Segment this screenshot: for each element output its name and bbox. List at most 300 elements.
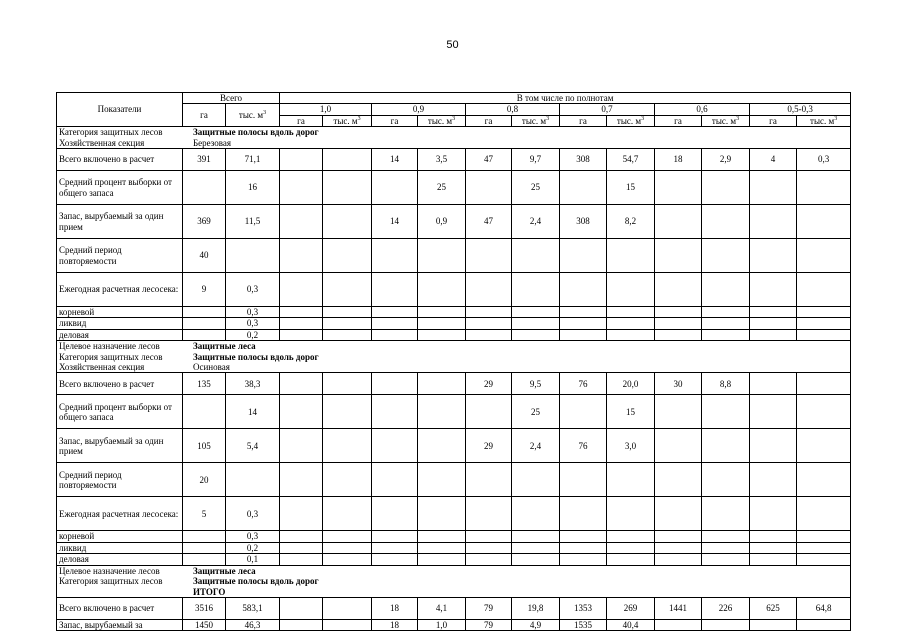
value-cell: 25 bbox=[418, 171, 466, 205]
value-cell bbox=[512, 329, 560, 340]
value-cell bbox=[418, 463, 466, 497]
header-m3: тыс. $м^3$ bbox=[797, 115, 851, 126]
value-cell bbox=[750, 329, 797, 340]
header-ha: га bbox=[466, 115, 512, 126]
value-cell bbox=[512, 307, 560, 318]
value-cell bbox=[750, 554, 797, 565]
section-label-line bbox=[59, 576, 848, 586]
section-label-value: ИТОГО bbox=[193, 586, 226, 597]
value-cell bbox=[607, 554, 655, 565]
value-cell bbox=[560, 542, 607, 553]
value-cell bbox=[372, 171, 418, 205]
value-cell bbox=[607, 273, 655, 307]
value-cell bbox=[797, 497, 851, 531]
value-cell: 0,3 bbox=[226, 307, 280, 318]
section-label-line bbox=[59, 127, 848, 137]
value-cell: 29 bbox=[466, 373, 512, 395]
value-cell bbox=[607, 463, 655, 497]
value-cell bbox=[323, 619, 372, 630]
value-cell bbox=[323, 373, 372, 395]
value-cell: 0,3 bbox=[226, 318, 280, 329]
value-cell: 3,5 bbox=[418, 149, 466, 171]
value-cell: 308 bbox=[560, 149, 607, 171]
value-cell bbox=[372, 329, 418, 340]
section-label-line bbox=[59, 352, 848, 362]
value-cell bbox=[607, 497, 655, 531]
value-cell bbox=[323, 318, 372, 329]
value-cell bbox=[512, 318, 560, 329]
value-cell bbox=[323, 463, 372, 497]
value-cell bbox=[607, 531, 655, 542]
value-cell: 5,4 bbox=[226, 429, 280, 463]
value-cell bbox=[797, 373, 851, 395]
table-row bbox=[57, 429, 851, 463]
value-cell bbox=[372, 429, 418, 463]
section-label-key: Целевое назначение лесов bbox=[59, 341, 160, 352]
header-m3: тыс. $м^3$ bbox=[512, 115, 560, 126]
value-cell bbox=[418, 239, 466, 273]
value-cell: 64,8 bbox=[797, 597, 851, 619]
row-label: Всего включено в расчет bbox=[57, 373, 183, 395]
value-cell: 8,2 bbox=[607, 205, 655, 239]
value-cell: 1353 bbox=[560, 597, 607, 619]
table-row bbox=[57, 205, 851, 239]
value-cell bbox=[750, 463, 797, 497]
value-cell: 38,3 bbox=[226, 373, 280, 395]
value-cell bbox=[750, 273, 797, 307]
row-label: Запас, вырубаемый за bbox=[57, 619, 183, 630]
value-cell bbox=[702, 239, 750, 273]
header-density: 0,8 bbox=[466, 104, 560, 115]
row-label: Всего включено в расчет bbox=[57, 597, 183, 619]
header-ha: га bbox=[655, 115, 702, 126]
value-cell bbox=[750, 619, 797, 630]
value-cell bbox=[323, 239, 372, 273]
value-cell: 71,1 bbox=[226, 149, 280, 171]
row-label: деловая bbox=[57, 329, 183, 340]
row-label: ликвид bbox=[57, 542, 183, 553]
value-cell bbox=[226, 463, 280, 497]
value-cell bbox=[466, 542, 512, 553]
section-label-value: Осиновая bbox=[193, 362, 230, 373]
table-row bbox=[57, 497, 851, 531]
value-cell: 0,3 bbox=[797, 149, 851, 171]
value-cell: 2,4 bbox=[512, 429, 560, 463]
value-cell bbox=[183, 307, 226, 318]
header-indicator: Показатели bbox=[57, 93, 183, 127]
value-cell bbox=[797, 395, 851, 429]
header-total-ha: га bbox=[183, 104, 226, 127]
value-cell: 14 bbox=[372, 205, 418, 239]
value-cell bbox=[750, 171, 797, 205]
value-cell bbox=[372, 307, 418, 318]
table-row bbox=[57, 554, 851, 565]
value-cell: 0,3 bbox=[226, 531, 280, 542]
value-cell bbox=[560, 307, 607, 318]
value-cell: 308 bbox=[560, 205, 607, 239]
value-cell bbox=[655, 542, 702, 553]
value-cell bbox=[418, 531, 466, 542]
section-label-line bbox=[59, 362, 848, 372]
value-cell bbox=[560, 531, 607, 542]
header-total-m3: тыс. $м^3$ bbox=[226, 104, 280, 127]
header-density: 0,7 bbox=[560, 104, 655, 115]
value-cell: 0,1 bbox=[226, 554, 280, 565]
row-label: Всего включено в расчет bbox=[57, 149, 183, 171]
section-label-value: Защитные леса bbox=[193, 341, 256, 352]
header-m3: тыс. $м^3$ bbox=[323, 115, 372, 126]
value-cell bbox=[750, 239, 797, 273]
section-header-row bbox=[57, 127, 851, 149]
value-cell: 3,0 bbox=[607, 429, 655, 463]
value-cell: 1,0 bbox=[418, 619, 466, 630]
value-cell: 0,3 bbox=[226, 273, 280, 307]
value-cell bbox=[466, 531, 512, 542]
section-header bbox=[57, 341, 851, 373]
value-cell: 14 bbox=[226, 395, 280, 429]
value-cell bbox=[323, 429, 372, 463]
section-label-line bbox=[59, 587, 848, 597]
value-cell bbox=[702, 531, 750, 542]
value-cell: 0,2 bbox=[226, 542, 280, 553]
value-cell bbox=[655, 171, 702, 205]
value-cell: 20 bbox=[183, 463, 226, 497]
value-cell bbox=[797, 619, 851, 630]
section-label-key: Категория защитных лесов bbox=[59, 576, 163, 587]
value-cell bbox=[655, 463, 702, 497]
value-cell bbox=[466, 171, 512, 205]
value-cell bbox=[372, 497, 418, 531]
value-cell: 1535 bbox=[560, 619, 607, 630]
header-ha: га bbox=[280, 115, 323, 126]
value-cell bbox=[280, 597, 323, 619]
value-cell bbox=[280, 429, 323, 463]
value-cell bbox=[750, 307, 797, 318]
section-label-line bbox=[59, 566, 848, 576]
header-total: Всего bbox=[183, 93, 280, 104]
value-cell bbox=[466, 273, 512, 307]
table-row bbox=[57, 171, 851, 205]
row-label: Средний период повторяемости bbox=[57, 463, 183, 497]
section-label-key: Целевое назначение лесов bbox=[59, 565, 160, 576]
table-row bbox=[57, 463, 851, 497]
value-cell bbox=[372, 239, 418, 273]
value-cell bbox=[750, 429, 797, 463]
value-cell bbox=[655, 619, 702, 630]
row-label: корневой bbox=[57, 531, 183, 542]
value-cell: 25 bbox=[512, 395, 560, 429]
table-row bbox=[57, 542, 851, 553]
section-header-row bbox=[57, 341, 851, 373]
table-row bbox=[57, 318, 851, 329]
value-cell: 76 bbox=[560, 373, 607, 395]
value-cell bbox=[466, 554, 512, 565]
value-cell: 226 bbox=[702, 597, 750, 619]
value-cell bbox=[797, 463, 851, 497]
value-cell bbox=[372, 273, 418, 307]
section-header bbox=[57, 127, 851, 149]
value-cell bbox=[372, 373, 418, 395]
value-cell bbox=[750, 395, 797, 429]
section-label-value: Березовая bbox=[193, 137, 232, 148]
section-label-key: Категория защитных лесов bbox=[59, 127, 163, 138]
value-cell bbox=[372, 463, 418, 497]
value-cell bbox=[418, 395, 466, 429]
table-row bbox=[57, 619, 851, 630]
header-m3: тыс. $м^3$ bbox=[418, 115, 466, 126]
value-cell bbox=[372, 554, 418, 565]
value-cell: 625 bbox=[750, 597, 797, 619]
value-cell bbox=[280, 554, 323, 565]
value-cell bbox=[418, 318, 466, 329]
value-cell bbox=[466, 318, 512, 329]
header-m3: тыс. $м^3$ bbox=[607, 115, 655, 126]
value-cell bbox=[797, 531, 851, 542]
value-cell: 14 bbox=[372, 149, 418, 171]
value-cell bbox=[280, 463, 323, 497]
value-cell: 30 bbox=[655, 373, 702, 395]
value-cell: 1450 bbox=[183, 619, 226, 630]
table-row bbox=[57, 149, 851, 171]
row-label: Средний процент выборки от общего запаса bbox=[57, 395, 183, 429]
value-cell: 18 bbox=[372, 597, 418, 619]
value-cell: 47 bbox=[466, 205, 512, 239]
value-cell bbox=[797, 239, 851, 273]
section-label-value: Защитные полосы вдоль дорог bbox=[193, 127, 319, 138]
section-label-line bbox=[59, 341, 848, 351]
value-cell bbox=[797, 205, 851, 239]
section-label-key: Категория защитных лесов bbox=[59, 351, 163, 362]
value-cell bbox=[607, 542, 655, 553]
value-cell: 4,9 bbox=[512, 619, 560, 630]
value-cell bbox=[512, 542, 560, 553]
table-row bbox=[57, 307, 851, 318]
value-cell bbox=[372, 542, 418, 553]
value-cell bbox=[183, 395, 226, 429]
row-label: деловая bbox=[57, 554, 183, 565]
value-cell bbox=[418, 329, 466, 340]
value-cell: 11,5 bbox=[226, 205, 280, 239]
value-cell bbox=[183, 554, 226, 565]
table-body bbox=[57, 127, 851, 631]
value-cell bbox=[702, 429, 750, 463]
table-row bbox=[57, 329, 851, 340]
header-density: 0,9 bbox=[372, 104, 466, 115]
value-cell bbox=[323, 149, 372, 171]
value-cell bbox=[280, 373, 323, 395]
value-cell bbox=[750, 542, 797, 553]
value-cell bbox=[655, 307, 702, 318]
value-cell bbox=[226, 239, 280, 273]
value-cell bbox=[418, 554, 466, 565]
value-cell bbox=[372, 395, 418, 429]
value-cell bbox=[466, 395, 512, 429]
value-cell bbox=[418, 542, 466, 553]
section-label-key: Хозяйственная секция bbox=[59, 362, 145, 373]
value-cell: 369 bbox=[183, 205, 226, 239]
value-cell bbox=[466, 239, 512, 273]
value-cell bbox=[797, 429, 851, 463]
value-cell bbox=[183, 318, 226, 329]
value-cell bbox=[702, 318, 750, 329]
value-cell bbox=[280, 239, 323, 273]
value-cell bbox=[797, 273, 851, 307]
value-cell: 8,8 bbox=[702, 373, 750, 395]
value-cell bbox=[702, 205, 750, 239]
value-cell: 4 bbox=[750, 149, 797, 171]
value-cell bbox=[280, 395, 323, 429]
value-cell bbox=[323, 531, 372, 542]
value-cell bbox=[655, 329, 702, 340]
value-cell bbox=[702, 171, 750, 205]
value-cell bbox=[280, 171, 323, 205]
value-cell bbox=[418, 307, 466, 318]
value-cell bbox=[607, 239, 655, 273]
row-label: Средний период повторяемости bbox=[57, 239, 183, 273]
value-cell: 40,4 bbox=[607, 619, 655, 630]
value-cell bbox=[418, 273, 466, 307]
value-cell: 16 bbox=[226, 171, 280, 205]
value-cell bbox=[655, 531, 702, 542]
value-cell: 391 bbox=[183, 149, 226, 171]
value-cell bbox=[560, 329, 607, 340]
value-cell bbox=[750, 497, 797, 531]
value-cell bbox=[797, 307, 851, 318]
value-cell: 47 bbox=[466, 149, 512, 171]
value-cell: 46,3 bbox=[226, 619, 280, 630]
value-cell bbox=[280, 149, 323, 171]
value-cell bbox=[607, 329, 655, 340]
value-cell bbox=[560, 239, 607, 273]
value-cell bbox=[512, 497, 560, 531]
value-cell bbox=[280, 307, 323, 318]
value-cell bbox=[750, 205, 797, 239]
value-cell bbox=[323, 395, 372, 429]
value-cell: 4,1 bbox=[418, 597, 466, 619]
value-cell bbox=[418, 373, 466, 395]
value-cell bbox=[280, 318, 323, 329]
section-label-key: Хозяйственная секция bbox=[59, 137, 145, 148]
header-incl: В том числе по полнотам bbox=[280, 93, 851, 104]
value-cell: 0,2 bbox=[226, 329, 280, 340]
value-cell: 1441 bbox=[655, 597, 702, 619]
value-cell bbox=[466, 307, 512, 318]
header-ha: га bbox=[372, 115, 418, 126]
header-ha: га bbox=[560, 115, 607, 126]
value-cell bbox=[655, 239, 702, 273]
value-cell bbox=[512, 554, 560, 565]
value-cell bbox=[512, 463, 560, 497]
value-cell bbox=[560, 463, 607, 497]
value-cell bbox=[512, 531, 560, 542]
table-row bbox=[57, 597, 851, 619]
value-cell bbox=[797, 171, 851, 205]
value-cell bbox=[750, 373, 797, 395]
value-cell bbox=[560, 273, 607, 307]
value-cell bbox=[560, 554, 607, 565]
value-cell: 9,5 bbox=[512, 373, 560, 395]
table-row bbox=[57, 395, 851, 429]
value-cell bbox=[702, 395, 750, 429]
value-cell bbox=[702, 273, 750, 307]
value-cell bbox=[183, 171, 226, 205]
value-cell: 3516 bbox=[183, 597, 226, 619]
value-cell bbox=[655, 395, 702, 429]
value-cell: 0,9 bbox=[418, 205, 466, 239]
value-cell: 15 bbox=[607, 395, 655, 429]
value-cell bbox=[655, 429, 702, 463]
value-cell bbox=[512, 273, 560, 307]
value-cell: 105 bbox=[183, 429, 226, 463]
value-cell bbox=[323, 542, 372, 553]
value-cell bbox=[323, 329, 372, 340]
header-m3: тыс. $м^3$ bbox=[702, 115, 750, 126]
value-cell bbox=[372, 531, 418, 542]
value-cell bbox=[560, 395, 607, 429]
value-cell bbox=[323, 171, 372, 205]
row-label: Ежегодная расчетная лесосека: bbox=[57, 497, 183, 531]
table-row bbox=[57, 239, 851, 273]
value-cell bbox=[702, 542, 750, 553]
value-cell: 269 bbox=[607, 597, 655, 619]
header-ha: га bbox=[750, 115, 797, 126]
row-label: Средний процент выборки от общего запаса bbox=[57, 171, 183, 205]
section-label-line bbox=[59, 138, 848, 148]
header-density: 0,6 bbox=[655, 104, 750, 115]
value-cell: 18 bbox=[655, 149, 702, 171]
value-cell bbox=[655, 497, 702, 531]
section-header bbox=[57, 565, 851, 597]
value-cell bbox=[466, 497, 512, 531]
value-cell bbox=[607, 307, 655, 318]
row-label: Запас, вырубаемый за один прием bbox=[57, 205, 183, 239]
value-cell: 15 bbox=[607, 171, 655, 205]
row-label: корневой bbox=[57, 307, 183, 318]
value-cell bbox=[183, 531, 226, 542]
value-cell bbox=[323, 554, 372, 565]
value-cell: 54,7 bbox=[607, 149, 655, 171]
value-cell: 76 bbox=[560, 429, 607, 463]
value-cell bbox=[183, 329, 226, 340]
value-cell bbox=[750, 531, 797, 542]
value-cell bbox=[560, 171, 607, 205]
table-row bbox=[57, 273, 851, 307]
row-label: ликвид bbox=[57, 318, 183, 329]
value-cell: 9,7 bbox=[512, 149, 560, 171]
table-row bbox=[57, 531, 851, 542]
table-header bbox=[57, 93, 851, 127]
section-label-value: Защитные полосы вдоль дорог bbox=[193, 576, 319, 587]
value-cell bbox=[280, 273, 323, 307]
value-cell bbox=[280, 619, 323, 630]
value-cell bbox=[655, 554, 702, 565]
value-cell bbox=[702, 554, 750, 565]
value-cell: 2,9 bbox=[702, 149, 750, 171]
value-cell bbox=[418, 497, 466, 531]
value-cell bbox=[418, 429, 466, 463]
value-cell bbox=[466, 329, 512, 340]
value-cell bbox=[607, 318, 655, 329]
header-row bbox=[57, 93, 851, 104]
value-cell: 583,1 bbox=[226, 597, 280, 619]
value-cell: 135 bbox=[183, 373, 226, 395]
value-cell bbox=[797, 542, 851, 553]
value-cell: 18 bbox=[372, 619, 418, 630]
value-cell bbox=[655, 318, 702, 329]
value-cell bbox=[750, 318, 797, 329]
value-cell: 20,0 bbox=[607, 373, 655, 395]
value-cell bbox=[323, 497, 372, 531]
